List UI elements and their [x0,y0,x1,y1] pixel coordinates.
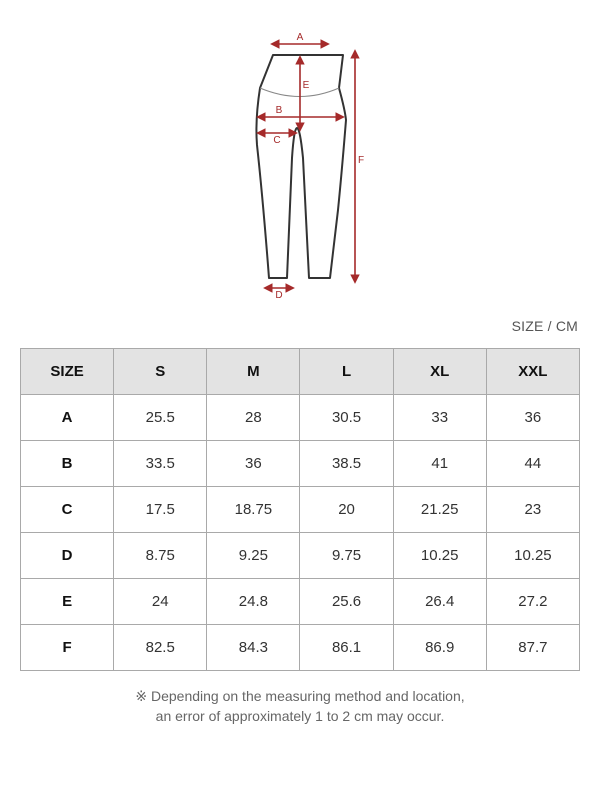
table-cell: 24.8 [207,579,300,625]
leggings-outline [256,55,346,278]
table-cell: 18.75 [207,487,300,533]
table-cell: 21.25 [393,487,486,533]
dimension-a [272,32,328,44]
measurement-note-line-1: ※ Depending on the measuring method and location, [135,688,465,704]
table-cell: 30.5 [300,395,393,441]
leggings-diagram-svg [0,0,600,310]
table-cell: 28 [207,395,300,441]
table-cell: 33.5 [114,441,207,487]
dimension-d [265,288,293,301]
table-cell: 86.1 [300,625,393,671]
table-cell: 27.2 [486,579,579,625]
measurement-note [0,686,600,726]
row-key-f: F [21,625,114,671]
dimension-e [300,57,310,130]
table-row [21,441,580,487]
table-cell: 10.25 [393,533,486,579]
header-l: L [300,349,393,395]
dimension-b-label: B [275,105,283,116]
table-row [21,487,580,533]
header-s: S [114,349,207,395]
table-header-row [21,349,580,395]
table-row [21,625,580,671]
dimension-a-label: A [296,32,304,43]
row-key-e: E [21,579,114,625]
table-cell: 41 [393,441,486,487]
header-xl: XL [393,349,486,395]
table-cell: 26.4 [393,579,486,625]
table-cell: 87.7 [486,625,579,671]
header-size: SIZE [21,349,114,395]
table-cell: 86.9 [393,625,486,671]
row-key-d: D [21,533,114,579]
leggings-silhouette [256,55,346,278]
row-key-c: C [21,487,114,533]
header-m: M [207,349,300,395]
table-row [21,579,580,625]
table-cell: 36 [486,395,579,441]
dimension-f-label: F [357,155,365,166]
dimension-c [258,133,296,146]
table-cell: 9.75 [300,533,393,579]
dimension-f [355,51,364,282]
dimension-e-label: E [302,80,310,91]
table-cell: 8.75 [114,533,207,579]
unit-label: SIZE / CM [511,318,578,334]
table-cell: 84.3 [207,625,300,671]
table-cell: 23 [486,487,579,533]
table-cell: 82.5 [114,625,207,671]
header-xxl: XXL [486,349,579,395]
table-cell: 36 [207,441,300,487]
table-cell: 25.6 [300,579,393,625]
row-key-a: A [21,395,114,441]
table-cell: 20 [300,487,393,533]
table-cell: 44 [486,441,579,487]
table-cell: 33 [393,395,486,441]
dimension-d-label: D [275,290,283,301]
size-chart-table [20,348,580,671]
table-cell: 17.5 [114,487,207,533]
dimension-c-label: C [273,135,281,146]
table-row [21,395,580,441]
table-cell: 25.5 [114,395,207,441]
table-cell: 9.25 [207,533,300,579]
measurement-note-line-2: an error of approximately 1 to 2 cm may occur. [155,708,445,724]
leggings-measurement-diagram [0,0,600,310]
table-cell: 10.25 [486,533,579,579]
row-key-b: B [21,441,114,487]
table-cell: 38.5 [300,441,393,487]
table-row [21,533,580,579]
table-cell: 24 [114,579,207,625]
